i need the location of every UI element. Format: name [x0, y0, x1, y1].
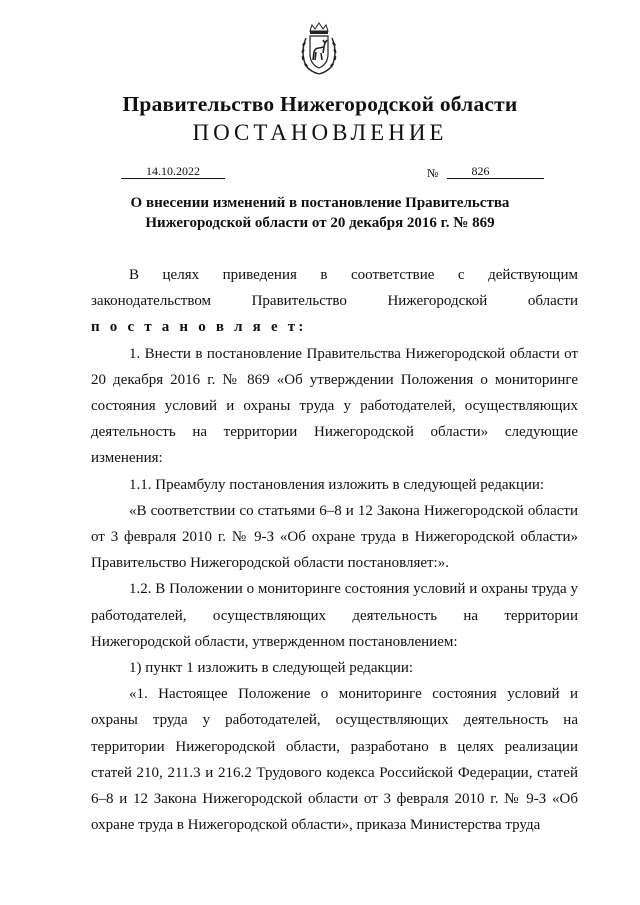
- paragraph-1-1-quote: «В соответствии со статьями 6–8 и 12 Закона Нижегородской области от 3 февраля 2010 г. № 9-З «Об охране труда в Нижегородской области» Правительство Нижегородской области постановляет:».: [91, 502, 578, 572]
- preamble-line: В целях приведения в соответствие с действующим: [129, 267, 578, 283]
- document-title-line: Нижегородской области от 20 декабря 2016 г. № 869: [145, 215, 495, 231]
- document-title: [90, 193, 550, 233]
- document-date: 14.10.2022: [121, 164, 225, 179]
- paragraph-1: 1. Внести в постановление Правительства Нижегородской области от 20 декабря 2016 г. № 869 «Об утверждении Положения о мониторинге состояния условий и охраны труда у работодателей, осуществляющих деятельность на территории Нижегородской области» следующие изменения:: [91, 345, 578, 467]
- paragraph-1-1: 1.1. Преамбулу постановления изложить в следующей редакции:: [129, 476, 545, 493]
- nizhny-novgorod-coat-of-arms-icon: [297, 22, 341, 76]
- preamble-line: законодательством Правительство Нижегородской области: [91, 293, 578, 310]
- number-sign: №: [427, 166, 439, 180]
- paragraph-1-2: 1.2. В Положении о мониторинге состояния условий и охраны труда у работодателей, осуществляющих деятельность на территории Нижегородской области, утвержденном постановлением:: [91, 581, 578, 650]
- document-body: [91, 262, 578, 838]
- paragraph-1-2-1: 1) пункт 1 изложить в следующей редакции:: [129, 660, 414, 677]
- organization-name: Правительство Нижегородской области: [122, 92, 518, 116]
- paragraph-1-2-1-quote: «1. Настоящее Положение о мониторинге состояния условий и охраны труда у работодателей, осуществляющих деятельность на территории Нижегородской области, разработано в целях реализации статей 210, 211.3 и 216.2 Трудового кодекса Российской Федерации, статей 6–8 и 12 Закона Нижегородской области от 3 февраля 2010 г. № 9-З «Об охране труда в Нижегородской области», приказа Министерства труда: [91, 686, 578, 834]
- document-number: 826: [447, 164, 544, 179]
- document-title-line: О внесении изменений в постановление Правительства: [130, 195, 510, 211]
- resolves-word: п о с т а н о в л я е т:: [91, 319, 307, 336]
- document-type: ПОСТАНОВЛЕНИЕ: [192, 120, 448, 145]
